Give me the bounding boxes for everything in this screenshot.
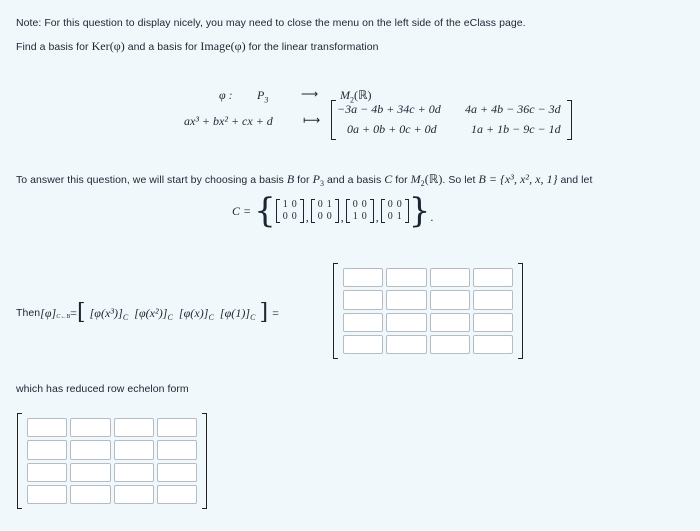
phi-matrix-cell-r1c4[interactable] bbox=[473, 268, 513, 287]
polynomial-input: ax³ + bx² + cx + d bbox=[184, 114, 273, 128]
rref-cell-r3c3[interactable] bbox=[114, 463, 154, 482]
rref-cell-r1c2[interactable] bbox=[70, 418, 110, 437]
rref-cell-r3c2[interactable] bbox=[70, 463, 110, 482]
phi-matrix-cell-r1c1[interactable] bbox=[343, 268, 383, 287]
basis-text: To answer this question, we will start by choosing a basis B for $P_3$ and a basis C for $M_2(ℝ)$. So let B = {x³, x², x, 1} and let bbox=[16, 172, 593, 189]
rref-cell-r2c4[interactable] bbox=[157, 440, 197, 459]
image-symbol: Image(φ) bbox=[200, 39, 246, 53]
basis-matrix-2: 0 1 0 0 bbox=[311, 199, 339, 223]
phi-matrix-cell-r3c3[interactable] bbox=[430, 313, 470, 332]
rref-cell-r4c3[interactable] bbox=[114, 485, 154, 504]
phi-matrix-cell-r4c4[interactable] bbox=[473, 335, 513, 354]
phi-matrix-cell-r2c1[interactable] bbox=[343, 290, 383, 309]
codomain-space: $M_2(ℝ)$ bbox=[340, 88, 372, 105]
phi-matrix-cell-r1c2[interactable] bbox=[386, 268, 426, 287]
matrix-r2c2: 1a + 1b − 9c − 1d bbox=[471, 122, 561, 136]
task-text bbox=[16, 39, 378, 54]
left-brace-icon: { bbox=[254, 191, 276, 231]
rref-cell-r3c4[interactable] bbox=[157, 463, 197, 482]
rref-cell-r4c4[interactable] bbox=[157, 485, 197, 504]
domain-space: $P_3$ bbox=[257, 88, 269, 105]
phi-matrix-cell-r2c4[interactable] bbox=[473, 290, 513, 309]
c-label: C = bbox=[232, 203, 252, 218]
note-text: Note: For this question to display nicely, you may need to close the menu on the left side of the eClass page. bbox=[16, 17, 526, 29]
arrow-icon: ⟶ bbox=[301, 87, 319, 101]
phi-matrix-cell-r2c2[interactable] bbox=[386, 290, 426, 309]
task-mid: and a basis for bbox=[124, 41, 201, 53]
rref-cell-r1c3[interactable] bbox=[114, 418, 154, 437]
rref-cell-r1c1[interactable] bbox=[27, 418, 67, 437]
image-matrix bbox=[331, 100, 572, 140]
phi-matrix-cell-r1c3[interactable] bbox=[430, 268, 470, 287]
then-line: Then [φ] $_{C\leftarrow B}$ = [ [φ(x³)] $_C$ [φ(x²)] $_C$ [φ(x)] $_C$ [φ(1)] $_C$ ] = bbox=[16, 300, 279, 325]
phi-matrix-cell-r2c3[interactable] bbox=[430, 290, 470, 309]
c-basis: C = { 1 0 0 0 , 0 1 0 0 , 0 0 1 0 , 0 0 0 1 } . bbox=[232, 191, 434, 231]
phi-matrix-answer bbox=[333, 263, 523, 359]
rref-cell-r4c1[interactable] bbox=[27, 485, 67, 504]
rref-cell-r2c1[interactable] bbox=[27, 440, 67, 459]
mapsto-icon: ⟼ bbox=[303, 113, 321, 127]
rref-matrix-answer bbox=[17, 413, 207, 509]
phi-matrix-cell-r3c2[interactable] bbox=[386, 313, 426, 332]
matrix-r1c2: 4a + 4b − 36c − 3d bbox=[465, 102, 561, 116]
rref-cell-r3c1[interactable] bbox=[27, 463, 67, 482]
right-brace-icon: } bbox=[408, 191, 431, 231]
phi-matrix-cell-r4c1[interactable] bbox=[343, 335, 383, 354]
phi-matrix-cell-r4c3[interactable] bbox=[430, 335, 470, 354]
ker-symbol: Ker(φ) bbox=[91, 39, 125, 53]
basis-matrix-4: 0 0 0 1 bbox=[381, 199, 409, 223]
phi-matrix-symbol: [φ] bbox=[40, 305, 57, 320]
matrix-r2c1: 0a + 0b + 0c + 0d bbox=[347, 122, 437, 136]
matrix-r1c1: −3a − 4b + 34c + 0d bbox=[337, 102, 441, 116]
task-post: for the linear transformation bbox=[245, 41, 379, 53]
rref-cell-r2c3[interactable] bbox=[114, 440, 154, 459]
basis-matrix-3: 0 0 1 0 bbox=[346, 199, 374, 223]
rref-label: which has reduced row echelon form bbox=[16, 383, 189, 395]
rref-cell-r4c2[interactable] bbox=[70, 485, 110, 504]
rref-cell-r2c2[interactable] bbox=[70, 440, 110, 459]
phi-matrix-cell-r3c4[interactable] bbox=[473, 313, 513, 332]
rref-cell-r1c4[interactable] bbox=[157, 418, 197, 437]
basis-matrix-1: 1 0 0 0 bbox=[276, 199, 304, 223]
task-pre: Find a basis for bbox=[16, 41, 92, 53]
phi-matrix-cell-r4c2[interactable] bbox=[386, 335, 426, 354]
phi-matrix-cell-r3c1[interactable] bbox=[343, 313, 383, 332]
phi-label: φ : bbox=[219, 88, 233, 102]
